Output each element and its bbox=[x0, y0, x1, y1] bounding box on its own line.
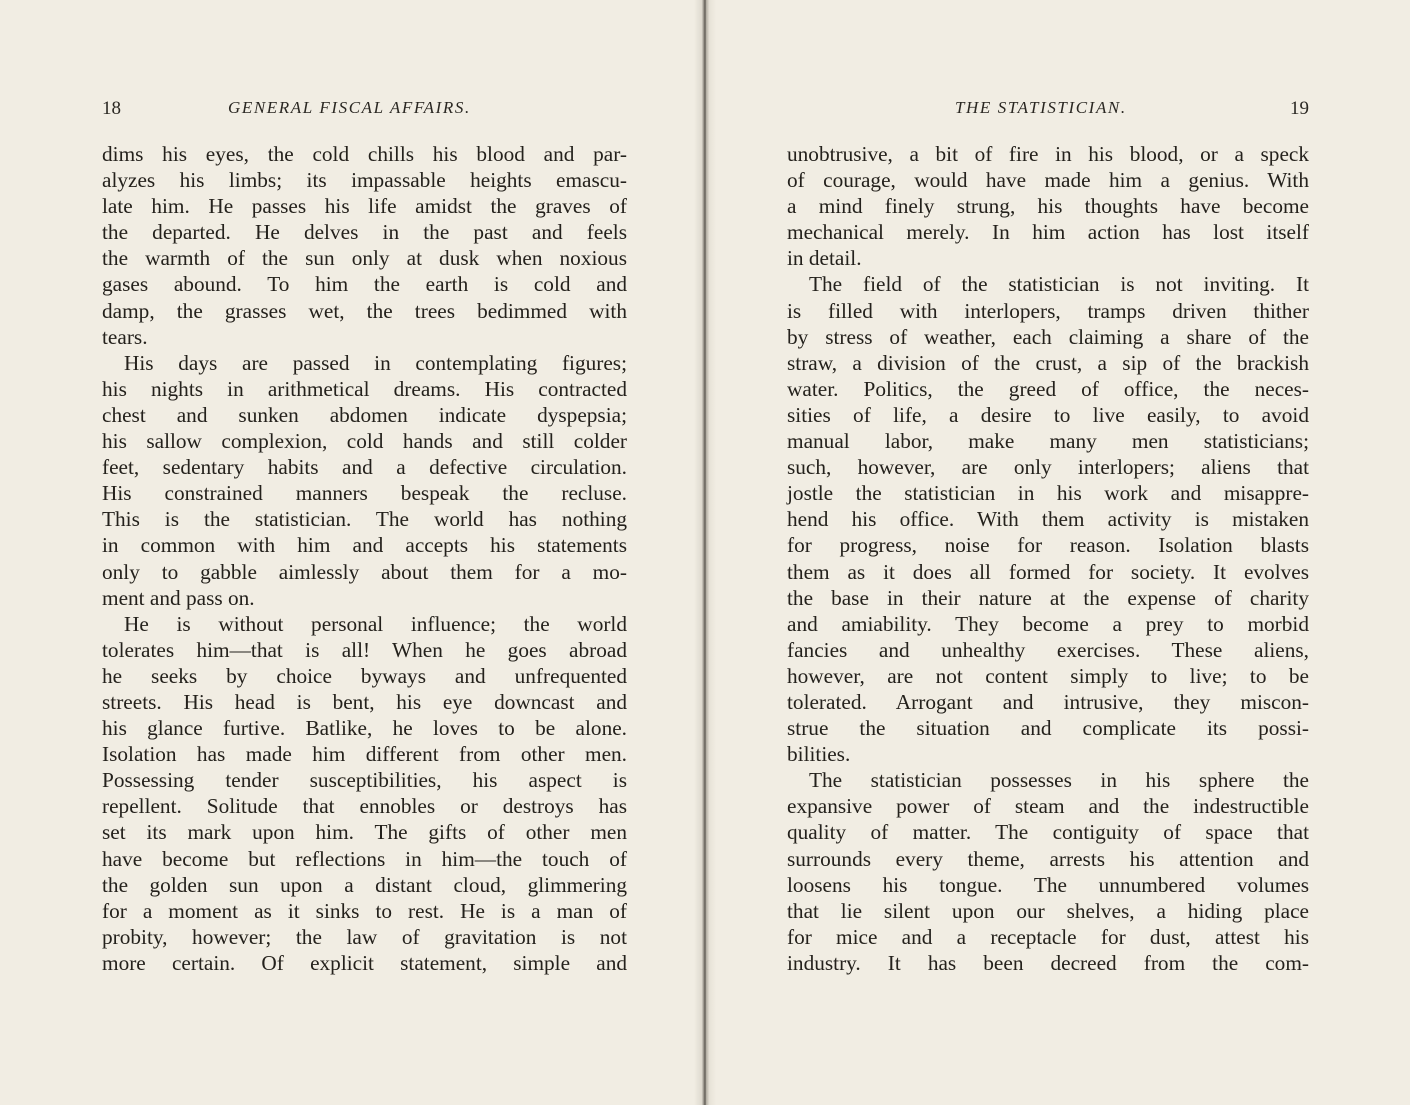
text-line: tolerated. Arrogant and intrusive, they miscon- bbox=[787, 689, 1309, 714]
left-page-body bbox=[102, 141, 627, 976]
text-line: them as it does all formed for society. It evolves bbox=[787, 559, 1309, 584]
text-line: industry. It has been decreed from the com- bbox=[787, 950, 1309, 975]
text-line: water. Politics, the greed of office, the neces- bbox=[787, 376, 1309, 401]
text-line: bilities. bbox=[787, 742, 851, 767]
text-line: mechanical merely. In him action has lost itself bbox=[787, 220, 1309, 245]
text-line: His constrained manners bespeak the recluse. bbox=[102, 481, 627, 506]
text-line: have become but reflections in him—the touch of bbox=[102, 846, 627, 871]
text-line: loosens his tongue. The unnumbered volumes bbox=[787, 872, 1309, 897]
text-line: probity, however; the law of gravitation is not bbox=[102, 924, 627, 949]
text-line: in detail. bbox=[787, 246, 862, 271]
text-line: his glance furtive. Batlike, he loves to be alone. bbox=[102, 716, 627, 741]
right-page-body bbox=[787, 141, 1309, 976]
left-page bbox=[0, 0, 703, 1105]
running-title: GENERAL FISCAL AFFAIRS. bbox=[228, 98, 471, 117]
text-line: damp, the grasses wet, the trees bedimmed with bbox=[102, 298, 627, 323]
text-line: jostle the statistician in his work and misappre- bbox=[787, 481, 1309, 506]
book-gutter bbox=[694, 0, 716, 1105]
text-line: the departed. He delves in the past and feels bbox=[102, 220, 627, 245]
text-line: Isolation has made him different from other men. bbox=[102, 742, 627, 767]
text-line: more certain. Of explicit statement, simple and bbox=[102, 950, 627, 975]
text-line: hend his office. With them activity is mistaken bbox=[787, 507, 1309, 532]
text-line: by stress of weather, each claiming a share of the bbox=[787, 324, 1309, 349]
text-line: straw, a division of the crust, a sip of the brackish bbox=[787, 350, 1309, 375]
left-page-header bbox=[102, 98, 627, 124]
text-line: that lie silent upon our shelves, a hiding place bbox=[787, 898, 1309, 923]
text-line: ment and pass on. bbox=[102, 585, 255, 610]
text-line: set its mark upon him. The gifts of other men bbox=[102, 820, 627, 845]
text-line: chest and sunken abdomen indicate dyspepsia; bbox=[102, 402, 627, 427]
text-line: his nights in arithmetical dreams. His contracted bbox=[102, 376, 627, 401]
text-line: strue the situation and complicate its possi- bbox=[787, 716, 1309, 741]
text-line: however, are not content simply to live; to be bbox=[787, 663, 1309, 688]
text-line: in common with him and accepts his statements bbox=[102, 533, 627, 558]
text-line: surrounds every theme, arrests his attention and bbox=[787, 846, 1309, 871]
text-line: The statistician possesses in his sphere the bbox=[809, 768, 1309, 793]
text-line: gases abound. To him the earth is cold and bbox=[102, 272, 627, 297]
text-line: late him. He passes his life amidst the graves of bbox=[102, 194, 627, 219]
running-title: THE STATISTICIAN. bbox=[955, 98, 1127, 117]
text-line: and amiability. They become a prey to morbid bbox=[787, 611, 1309, 636]
text-line: He is without personal influence; the world bbox=[124, 611, 627, 636]
text-line: sities of life, a desire to live easily, to avoid bbox=[787, 402, 1309, 427]
page-number: 19 bbox=[1290, 98, 1309, 119]
right-page bbox=[707, 0, 1410, 1105]
text-line: This is the statistician. The world has nothing bbox=[102, 507, 627, 532]
text-line: fancies and unhealthy exercises. These aliens, bbox=[787, 637, 1309, 662]
text-line: only to gabble aimlessly about them for a mo- bbox=[102, 559, 627, 584]
text-line: dims his eyes, the cold chills his blood and par- bbox=[102, 142, 627, 166]
text-line: tolerates him—that is all! When he goes abroad bbox=[102, 637, 627, 662]
text-line: Possessing tender susceptibilities, his aspect is bbox=[102, 768, 627, 793]
text-line: for progress, noise for reason. Isolation blasts bbox=[787, 533, 1309, 558]
text-line: of courage, would have made him a genius. With bbox=[787, 168, 1309, 193]
text-line: streets. His head is bent, his eye downcast and bbox=[102, 689, 627, 714]
text-line: such, however, are only interlopers; aliens that bbox=[787, 455, 1309, 480]
text-line: the base in their nature at the expense of charity bbox=[787, 585, 1309, 610]
text-line: for a moment as it sinks to rest. He is a man of bbox=[102, 898, 627, 923]
text-line: feet, sedentary habits and a defective circulation. bbox=[102, 455, 627, 480]
text-line: a mind finely strung, his thoughts have become bbox=[787, 194, 1309, 219]
page-number: 18 bbox=[102, 98, 121, 119]
text-line: repellent. Solitude that ennobles or destroys has bbox=[102, 794, 627, 819]
text-line: he seeks by choice byways and unfrequented bbox=[102, 663, 627, 688]
text-line: the warmth of the sun only at dusk when noxious bbox=[102, 246, 627, 271]
text-line: the golden sun upon a distant cloud, glimmering bbox=[102, 872, 627, 897]
text-line: expansive power of steam and the indestructible bbox=[787, 794, 1309, 819]
text-line: quality of matter. The contiguity of space that bbox=[787, 820, 1309, 845]
text-line: unobtrusive, a bit of fire in his blood, or a speck bbox=[787, 142, 1309, 166]
text-line: his sallow complexion, cold hands and still colder bbox=[102, 429, 627, 454]
text-line: alyzes his limbs; its impassable heights emascu- bbox=[102, 168, 627, 193]
text-line: is filled with interlopers, tramps driven thither bbox=[787, 298, 1309, 323]
text-line: for mice and a receptacle for dust, attest his bbox=[787, 924, 1309, 949]
text-line: manual labor, make many men statisticians; bbox=[787, 429, 1309, 454]
text-line: The field of the statistician is not inviting. It bbox=[809, 272, 1309, 297]
right-page-header bbox=[787, 98, 1309, 124]
text-line: tears. bbox=[102, 324, 148, 349]
text-line: His days are passed in contemplating figures; bbox=[124, 350, 627, 375]
